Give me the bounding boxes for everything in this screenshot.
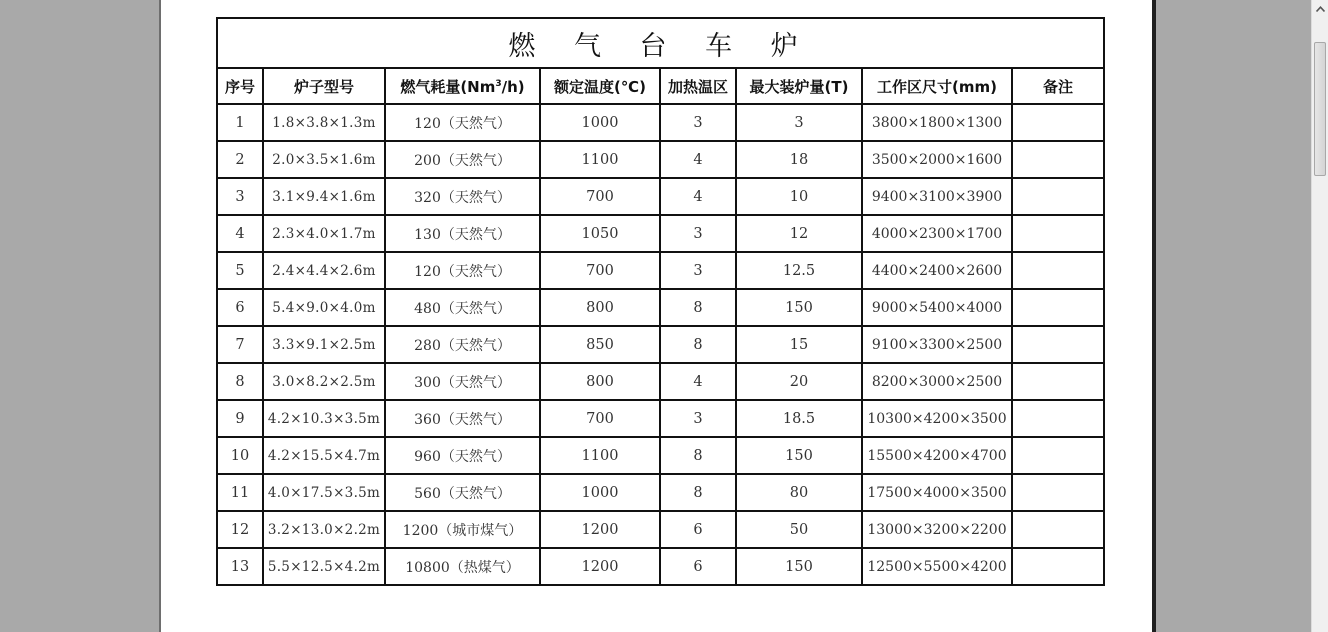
cell-gas-consumption: 120（天然气） (385, 104, 540, 141)
cell-gas-consumption: 1200（城市煤气） (385, 511, 540, 548)
cell-max-load: 12 (736, 215, 862, 252)
cell-heating-zones: 3 (660, 252, 736, 289)
cell-notes (1012, 178, 1104, 215)
table-row (217, 326, 1104, 363)
header-row (217, 68, 1104, 104)
cell-max-load: 20 (736, 363, 862, 400)
cell-gas-consumption: 560（天然气） (385, 474, 540, 511)
cell-work-zone-size: 13000×3200×2200 (862, 511, 1012, 548)
cell-gas-consumption: 10800（热煤气） (385, 548, 540, 585)
cell-gas-consumption: 280（天然气） (385, 326, 540, 363)
cell-work-zone-size: 4400×2400×2600 (862, 252, 1012, 289)
table-body (217, 104, 1104, 585)
scroll-thumb[interactable] (1314, 42, 1326, 176)
cell-model: 2.0×3.5×1.6m (263, 141, 385, 178)
table-row (217, 511, 1104, 548)
cell-seq: 6 (217, 289, 263, 326)
cell-max-load: 18 (736, 141, 862, 178)
table-row (217, 474, 1104, 511)
cell-gas-consumption: 300（天然气） (385, 363, 540, 400)
cell-max-load: 50 (736, 511, 862, 548)
cell-rated-temp: 1200 (540, 511, 660, 548)
cell-max-load: 150 (736, 437, 862, 474)
cell-notes (1012, 400, 1104, 437)
cell-notes (1012, 215, 1104, 252)
cell-notes (1012, 252, 1104, 289)
cell-model: 2.3×4.0×1.7m (263, 215, 385, 252)
cell-notes (1012, 141, 1104, 178)
cell-rated-temp: 700 (540, 178, 660, 215)
header-gas-unit: /h) (501, 77, 525, 96)
cell-max-load: 150 (736, 548, 862, 585)
cell-heating-zones: 6 (660, 548, 736, 585)
cell-rated-temp: 700 (540, 252, 660, 289)
cell-model: 3.3×9.1×2.5m (263, 326, 385, 363)
cell-heating-zones: 8 (660, 289, 736, 326)
cell-work-zone-size: 9100×3300×2500 (862, 326, 1012, 363)
cell-seq: 2 (217, 141, 263, 178)
cell-rated-temp: 1200 (540, 548, 660, 585)
cell-gas-consumption: 320（天然气） (385, 178, 540, 215)
cell-max-load: 15 (736, 326, 862, 363)
cell-model: 3.1×9.4×1.6m (263, 178, 385, 215)
cell-heating-zones: 3 (660, 400, 736, 437)
table-row (217, 252, 1104, 289)
cell-heating-zones: 8 (660, 437, 736, 474)
header-model: 炉子型号 (263, 68, 385, 104)
cell-seq: 9 (217, 400, 263, 437)
cell-work-zone-size: 3800×1800×1300 (862, 104, 1012, 141)
cell-gas-consumption: 120（天然气） (385, 252, 540, 289)
vertical-scrollbar[interactable] (1311, 0, 1328, 632)
cell-max-load: 3 (736, 104, 862, 141)
cell-rated-temp: 800 (540, 289, 660, 326)
table-row (217, 363, 1104, 400)
table-row (217, 141, 1104, 178)
cell-rated-temp: 800 (540, 363, 660, 400)
cell-gas-consumption: 960（天然气） (385, 437, 540, 474)
cell-rated-temp: 1100 (540, 141, 660, 178)
cell-work-zone-size: 4000×2300×1700 (862, 215, 1012, 252)
cell-work-zone-size: 10300×4200×3500 (862, 400, 1012, 437)
cell-notes (1012, 326, 1104, 363)
table-title: 燃 气 台 车 炉 (217, 18, 1104, 68)
header-seq: 序号 (217, 68, 263, 104)
table-row (217, 104, 1104, 141)
cell-model: 4.2×15.5×4.7m (263, 437, 385, 474)
cell-work-zone-size: 9000×5400×4000 (862, 289, 1012, 326)
cell-gas-consumption: 130（天然气） (385, 215, 540, 252)
cell-work-zone-size: 17500×4000×3500 (862, 474, 1012, 511)
cell-work-zone-size: 8200×3000×2500 (862, 363, 1012, 400)
cell-rated-temp: 700 (540, 400, 660, 437)
cell-gas-consumption: 360（天然气） (385, 400, 540, 437)
furnace-spec-table (216, 17, 1105, 586)
cell-seq: 13 (217, 548, 263, 585)
cell-heating-zones: 4 (660, 141, 736, 178)
page-right-edge (1152, 0, 1156, 632)
header-rated-temp: 额定温度(℃) (540, 68, 660, 104)
cell-heating-zones: 4 (660, 363, 736, 400)
cell-work-zone-size: 15500×4200×4700 (862, 437, 1012, 474)
cell-seq: 10 (217, 437, 263, 474)
cell-heating-zones: 3 (660, 104, 736, 141)
cell-seq: 1 (217, 104, 263, 141)
cell-heating-zones: 6 (660, 511, 736, 548)
cell-model: 5.4×9.0×4.0m (263, 289, 385, 326)
cell-rated-temp: 1000 (540, 104, 660, 141)
cell-max-load: 12.5 (736, 252, 862, 289)
cell-rated-temp: 1050 (540, 215, 660, 252)
cell-notes (1012, 548, 1104, 585)
header-gas-superscript: 3 (495, 78, 502, 89)
cell-seq: 5 (217, 252, 263, 289)
header-max-load: 最大装炉量(T) (736, 68, 862, 104)
cell-work-zone-size: 9400×3100×3900 (862, 178, 1012, 215)
cell-seq: 8 (217, 363, 263, 400)
cell-rated-temp: 850 (540, 326, 660, 363)
table-row (217, 437, 1104, 474)
cell-notes (1012, 474, 1104, 511)
cell-model: 4.0×17.5×3.5m (263, 474, 385, 511)
cell-seq: 11 (217, 474, 263, 511)
table-row (217, 400, 1104, 437)
cell-max-load: 18.5 (736, 400, 862, 437)
header-gas-consumption (385, 68, 540, 104)
cell-heating-zones: 8 (660, 474, 736, 511)
cell-work-zone-size: 3500×2000×1600 (862, 141, 1012, 178)
cell-notes (1012, 511, 1104, 548)
cell-heating-zones: 3 (660, 215, 736, 252)
cell-heating-zones: 4 (660, 178, 736, 215)
cell-max-load: 80 (736, 474, 862, 511)
table-row (217, 215, 1104, 252)
cell-seq: 7 (217, 326, 263, 363)
cell-seq: 12 (217, 511, 263, 548)
cell-notes (1012, 104, 1104, 141)
header-work-zone-size: 工作区尺寸(mm) (862, 68, 1012, 104)
cell-model: 1.8×3.8×1.3m (263, 104, 385, 141)
scroll-up-button[interactable] (1312, 0, 1328, 17)
table-row (217, 548, 1104, 585)
cell-seq: 3 (217, 178, 263, 215)
cell-model: 4.2×10.3×3.5m (263, 400, 385, 437)
header-heating-zones: 加热温区 (660, 68, 736, 104)
cell-rated-temp: 1000 (540, 474, 660, 511)
cell-notes (1012, 363, 1104, 400)
cell-model: 2.4×4.4×2.6m (263, 252, 385, 289)
cell-rated-temp: 1100 (540, 437, 660, 474)
cell-notes (1012, 437, 1104, 474)
cell-work-zone-size: 12500×5500×4200 (862, 548, 1012, 585)
table-row (217, 178, 1104, 215)
cell-model: 3.0×8.2×2.5m (263, 363, 385, 400)
cell-notes (1012, 289, 1104, 326)
header-gas-label: 燃气耗量(Nm (400, 77, 496, 96)
header-notes: 备注 (1012, 68, 1104, 104)
table-row (217, 289, 1104, 326)
cell-gas-consumption: 480（天然气） (385, 289, 540, 326)
cell-gas-consumption: 200（天然气） (385, 141, 540, 178)
cell-model: 5.5×12.5×4.2m (263, 548, 385, 585)
cell-heating-zones: 8 (660, 326, 736, 363)
cell-max-load: 150 (736, 289, 862, 326)
cell-seq: 4 (217, 215, 263, 252)
cell-max-load: 10 (736, 178, 862, 215)
chevron-up-icon (1316, 6, 1325, 12)
cell-model: 3.2×13.0×2.2m (263, 511, 385, 548)
